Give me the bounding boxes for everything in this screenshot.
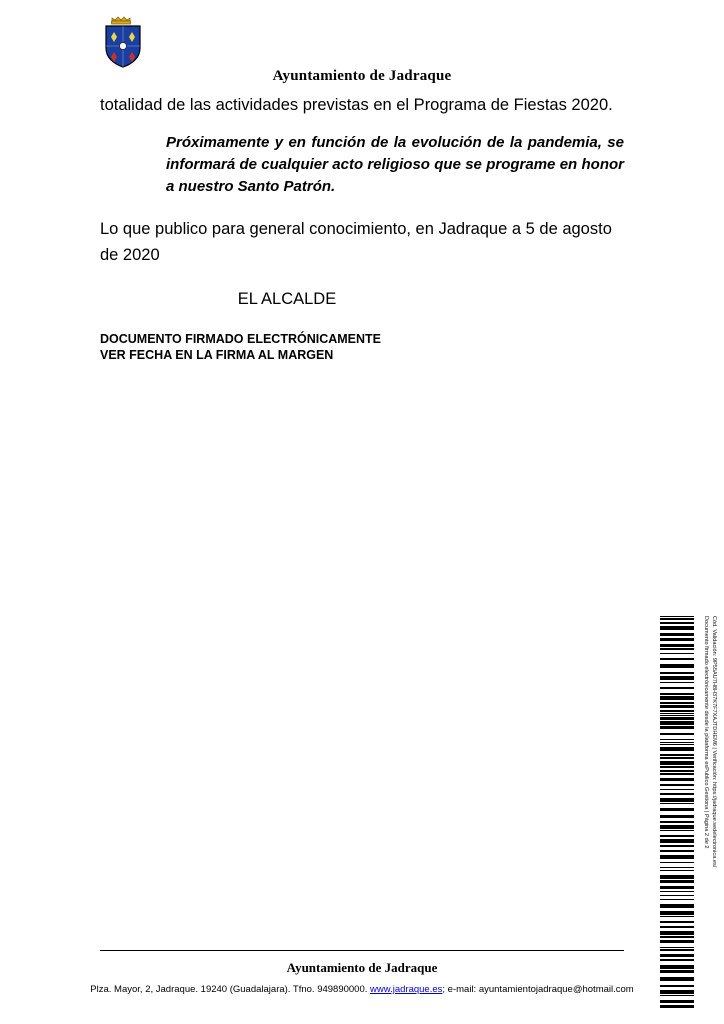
- document-body: [100, 92, 624, 363]
- footer-address: Plza. Mayor, 2, Jadraque. 19240 (Guadalajara). Tfno. 949890000.: [90, 984, 371, 995]
- signature-note-line-1: DOCUMENTO FIRMADO ELECTRÓNICAMENTE: [100, 332, 382, 346]
- footer-email: ayuntamientojadraque@hotmail.com: [478, 984, 634, 995]
- footer-website-link[interactable]: www.jadraque.es: [370, 984, 443, 995]
- coat-of-arms-icon: [100, 14, 146, 70]
- verification-code-text: [688, 616, 718, 1008]
- footer-email-prefix: ; e-mail:: [442, 984, 479, 995]
- footer-title: Ayuntamiento de Jadraque: [286, 960, 438, 975]
- footer-divider: [100, 950, 624, 951]
- signature-note: [100, 331, 624, 363]
- footer-contact: [0, 984, 724, 995]
- verification-code-line: Cód. Validación: 9P55AU7H8H37K7F7XAJTDHEM6 | Verificación: https://jadraque.sedelectronica.es/: [711, 616, 717, 868]
- signer-label: EL ALCALDE: [237, 290, 337, 308]
- verification-doc-line: Documento firmado electrónicamente desde la plataforma esPublico Gestiona | Página 2 de 2: [703, 616, 709, 849]
- page-title: Ayuntamiento de Jadraque: [272, 68, 452, 84]
- paragraph-1: totalidad de las actividades previstas en el Programa de Fiestas 2020.: [100, 96, 613, 114]
- signature-note-line-2: VER FECHA EN LA FIRMA AL MARGEN: [100, 348, 334, 362]
- paragraph-3: Lo que publico para general conocimiento, en Jadraque a 5 de agosto de 2020: [100, 220, 612, 264]
- paragraph-2-highlight: Próximamente y en función de la evolución de la pandemia, se informará de cualquier acto religioso que se programe en honor a nuestro Santo Patrón.: [166, 134, 624, 195]
